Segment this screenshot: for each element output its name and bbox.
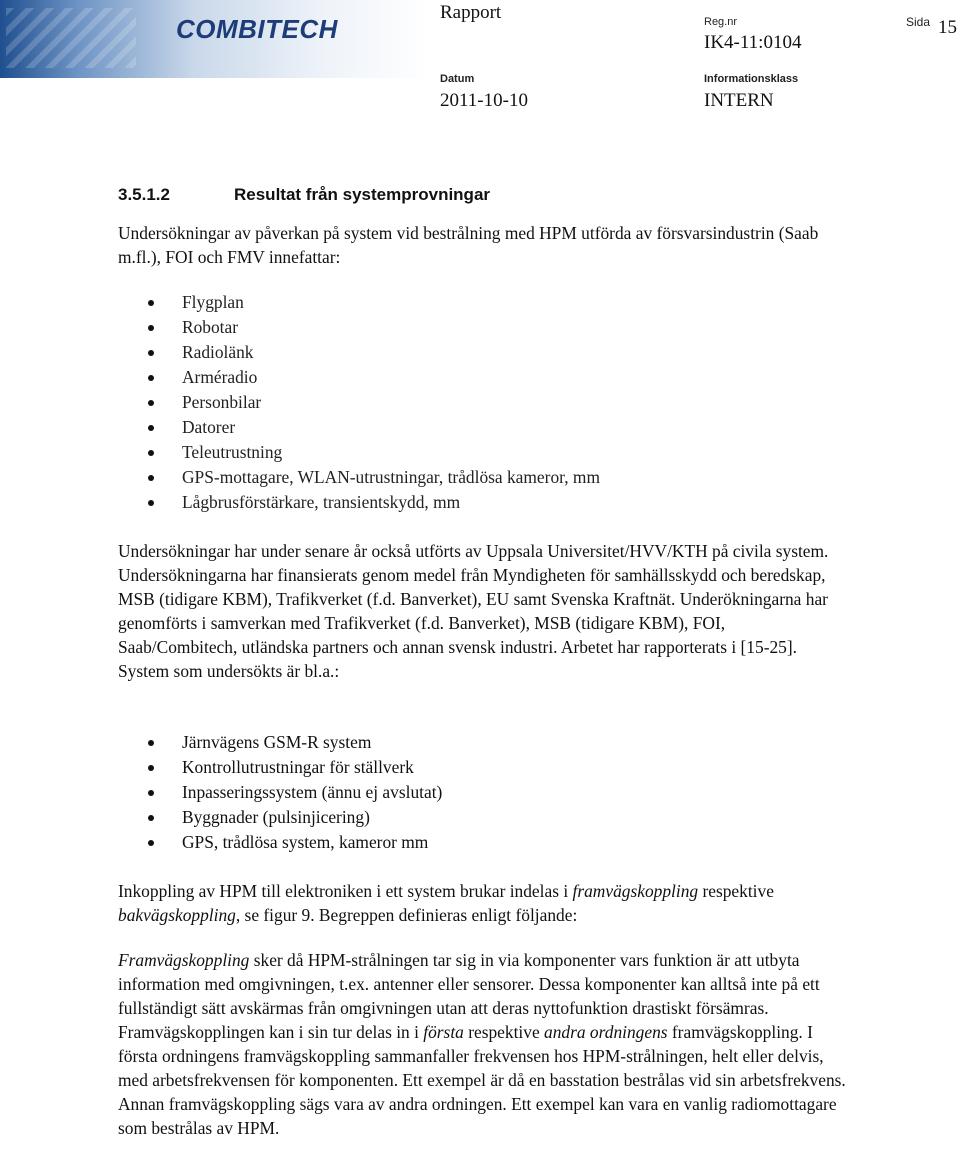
- page-number: 15: [938, 17, 957, 38]
- regnr-value: IK4-11:0104: [704, 32, 802, 53]
- text-run: sker då HPM-strålningen tar sig in via komponenter vars funktion är att utbyta information med omgivningen, t.ex. antenner eller sensorer. Dessa komponenter kan alltså inte på ett fullständigt sätt avskärmas från omgivningen utan att deras nyttofunktion drastiskt försämras. Framvägskopplingen kan i sin tur delas in i: [118, 950, 820, 1042]
- list-item: Teleutrustning: [118, 440, 600, 465]
- text-run: respektive: [463, 1022, 545, 1042]
- text-run: respektive: [698, 881, 774, 901]
- list-item: Flygplan: [118, 290, 600, 315]
- list-item: Järnvägens GSM-R system: [118, 730, 442, 755]
- list-item: Arméradio: [118, 365, 600, 390]
- list-item: GPS, trådlösa system, kameror mm: [118, 830, 442, 855]
- civil-systems-paragraph: Undersökningar har under senare år också utförts av Uppsala Universitet/HVV/KTH på civila system. Undersökningarna har finansierats genom medel från Myndigheten för samhällsskydd och beredskap, MSB (tidigare KBM), Trafikverket (f.d. Banverket), EU samt Svenska Kraftnät. Underökningarna har genomförts i samverkan med Trafikverket (f.d. Banverket), MSB (tidigare KBM), FOI, Saab/Combitech, utländska partners och annan svensk industri. Arbetet har rapporterats i [15-25]. System som undersökts är bl.a.:: [118, 541, 829, 681]
- list-item: Lågbrusförstärkare, transientskydd, mm: [118, 490, 600, 515]
- civil-systems-list: [118, 730, 442, 855]
- doc-type: Rapport: [440, 2, 502, 23]
- list-item: Inpasseringssystem (ännu ej avslutat): [118, 780, 442, 805]
- intro-paragraph: Undersökningar av påverkan på system vid bestrålning med HPM utförda av försvarsindustrin (Saab m.fl.), FOI och FMV innefattar:: [118, 223, 819, 267]
- term-framvagskoppling: framvägskoppling: [572, 881, 699, 901]
- text-run: , se figur 9. Begreppen definieras enligt följande:: [235, 905, 578, 925]
- list-item: Robotar: [118, 315, 600, 340]
- datum-value: 2011-10-10: [440, 90, 528, 111]
- text-run: Inkoppling av HPM till elektroniken i ett system brukar indelas i: [118, 881, 573, 901]
- list-item: GPS-mottagare, WLAN-utrustningar, trådlösa kameror, mm: [118, 465, 600, 490]
- text-run: framvägskoppling. I första ordningens framvägskoppling sammanfaller frekvensen hos HPM-strålningen, helt eller delvis, med arbetsfrekvensen för komponenten. Ett exempel är då en basstation bestrålas vid sin arbetsfrekvens. Annan framvägskoppling sägs vara av andra ordningen. Ett exempel kan vara en vanlig radiomottagare som bestrålas av HPM.: [118, 1022, 846, 1138]
- framvagskoppling-paragraph: [118, 948, 848, 1140]
- term-bakvagskoppling: bakvägskoppling: [118, 905, 236, 925]
- section-title: Resultat från systemprovningar: [234, 185, 491, 204]
- logo-banner: [0, 0, 430, 78]
- term-framvagskoppling: Framvägskoppling: [118, 950, 250, 970]
- list-item: Datorer: [118, 415, 600, 440]
- coupling-intro-paragraph: [118, 879, 848, 927]
- section-number: 3.5.1.2: [118, 185, 170, 204]
- tested-systems-list: [118, 290, 600, 515]
- sida-label: Sida: [906, 15, 931, 29]
- list-item: Radiolänk: [118, 340, 600, 365]
- term-andra-ordningens: andra ordningens: [544, 1022, 668, 1042]
- list-item: Personbilar: [118, 390, 600, 415]
- list-item: Byggnader (pulsinjicering): [118, 805, 442, 830]
- infoklass-label: Informationsklass: [704, 73, 799, 85]
- combitech-logo: COMBITECH: [176, 14, 338, 44]
- infoklass-value: INTERN: [704, 90, 774, 111]
- section-heading: [118, 185, 490, 205]
- list-item: Kontrollutrustningar för ställverk: [118, 755, 442, 780]
- term-forsta: första: [423, 1022, 464, 1042]
- datum-label: Datum: [440, 73, 475, 85]
- regnr-label: Reg.nr: [704, 16, 738, 28]
